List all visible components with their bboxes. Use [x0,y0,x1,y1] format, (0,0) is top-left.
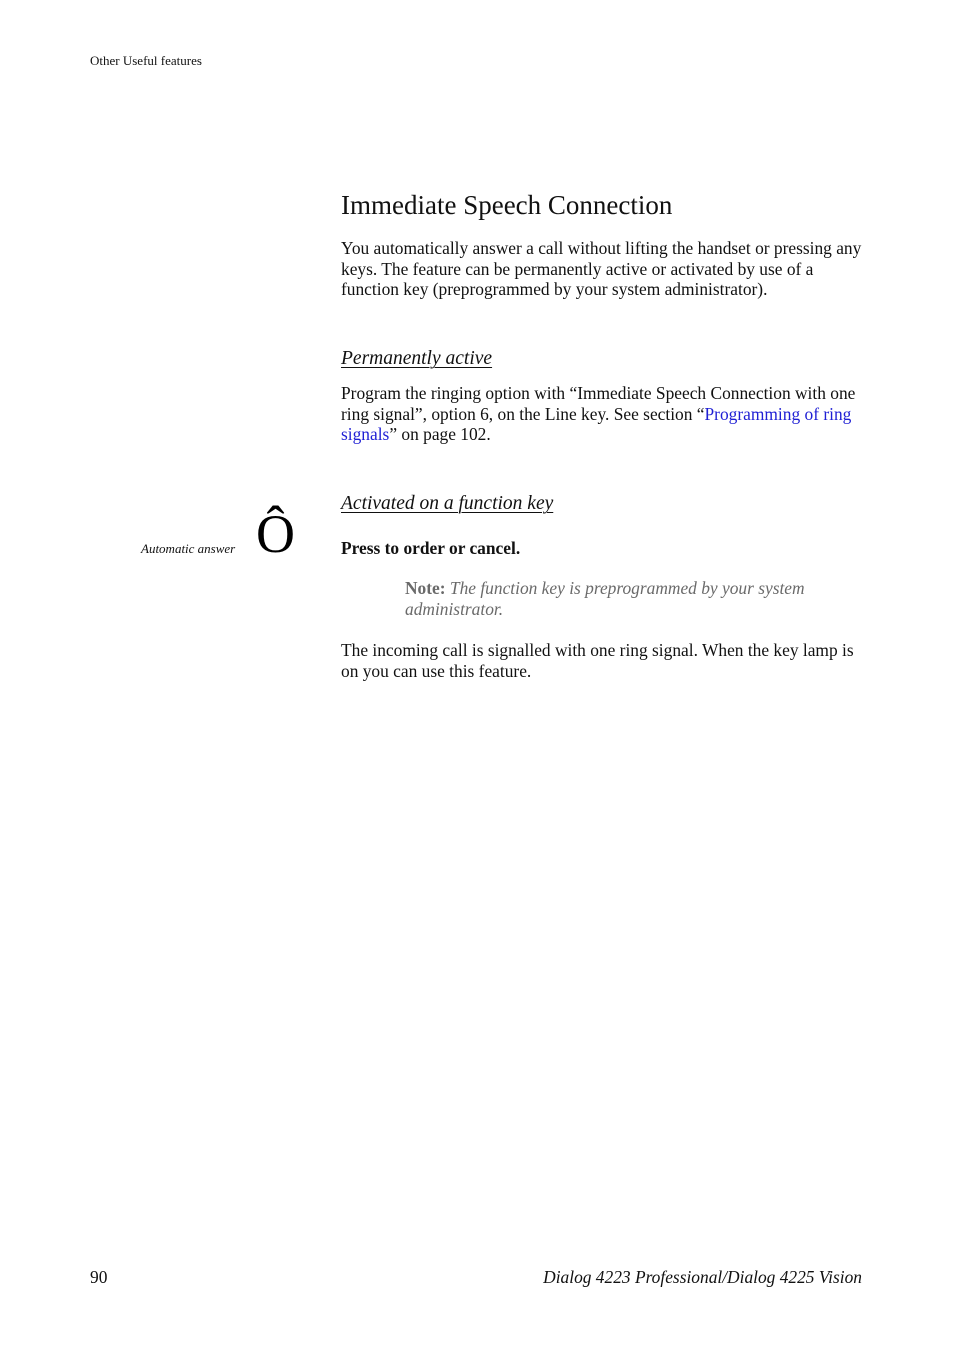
note-text: The function key is preprogrammed by your system administrator. [405,578,805,619]
permanently-active-heading: Permanently active [341,348,493,369]
running-header: Other Useful features [90,53,202,68]
press-instruction: Press to order or cancel. [341,538,521,558]
note-label: Note: [405,578,446,598]
permanently-active-text-start: Program the ringing option with “Immediate Speech Connection with one ring signal”, option 6, on the Line key. See section “ [341,383,856,424]
programming-ring-signals-link[interactable]: Programming of ring signals [341,403,852,444]
document-title: Dialog 4223 Professional/Dialog 4225 Vision [543,1267,862,1287]
page-number: 90 [90,1267,108,1287]
permanently-active-text-end: ” on page 102. [389,424,491,444]
intro-paragraph: You automatically answer a call without lifting the handset or pressing any keys. The feature can be permanently active or activated by use of a function key (preprogrammed by your system administrator). [341,238,862,299]
permanently-active-paragraph [341,383,871,445]
function-key-heading: Activated on a function key [341,493,554,514]
incoming-call-paragraph: The incoming call is signalled with one ring signal. When the key lamp is on you can use this feature. [341,640,854,681]
note [405,578,855,620]
automatic-answer-key-label: Automatic answer [141,541,236,556]
function-key-icon: Ô [256,504,295,564]
section-title: Immediate Speech Connection [341,190,673,220]
